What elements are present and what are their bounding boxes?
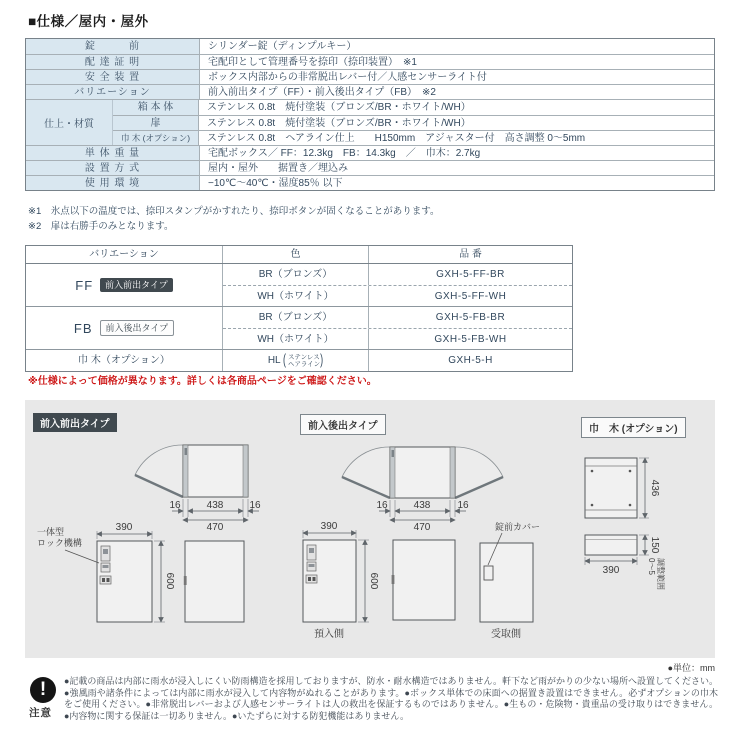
header-part-number: 品 番 — [459, 249, 482, 260]
table-row — [26, 39, 714, 54]
row-value: 前入前出タイプ（FF）・前入後出タイプ（FB） ※2 — [208, 87, 436, 98]
lock-label-line2: ロック機構 — [37, 538, 82, 548]
receive-side-label: 受取側 — [491, 629, 521, 640]
diagram-panel — [25, 400, 715, 658]
dim-390: 390 — [115, 522, 133, 533]
dim-150: 150 — [649, 536, 660, 554]
table-row — [223, 285, 572, 306]
color-cell: BR（ブロンズ） — [223, 307, 369, 328]
dim-390: 390 — [320, 521, 338, 532]
variations-table — [25, 245, 573, 372]
part-number-cell: GXH-5-H — [448, 355, 493, 366]
row-label: 錠 前 — [26, 39, 200, 54]
row-value: 屋内・屋外 据置き／埋込み — [208, 163, 348, 174]
ff-front-view — [37, 522, 175, 622]
dim-436: 436 — [649, 479, 660, 497]
table-row — [26, 145, 714, 160]
part-number-cell: GXH-5-FB-WH — [434, 334, 507, 345]
variation-group-fb — [26, 307, 572, 350]
variation-option-row — [26, 350, 572, 371]
caution-label: 注意 — [29, 707, 52, 719]
color-cell — [223, 350, 369, 371]
material-group-rows — [26, 99, 714, 145]
color-code: HL — [267, 355, 281, 367]
dim-600: 600 — [368, 572, 379, 590]
table-row — [223, 264, 572, 285]
header-variation: バリエーション — [26, 246, 223, 263]
fb-type-badge: 前入後出タイプ — [300, 414, 386, 435]
type-badge-ff: 前入前出タイプ — [100, 278, 173, 292]
dim-16-right: 16 — [457, 500, 469, 511]
dimension-drawings — [25, 400, 715, 658]
ff-side-view — [184, 541, 244, 622]
row-value: ステンレス 0.8t 焼付塗装（ブロンズ/BR・ホワイト/WH） — [207, 118, 471, 129]
dim-470: 470 — [413, 522, 431, 533]
caution-icon: ! — [30, 677, 56, 703]
dim-390: 390 — [602, 565, 620, 576]
deposit-side-label: 預入側 — [314, 629, 344, 640]
lock-cover-label: 錠前カバー — [495, 522, 541, 532]
skirting-views — [585, 458, 666, 590]
dim-600: 600 — [164, 572, 175, 590]
header-color: 色 — [223, 246, 369, 263]
group-label: 仕上・材質 — [26, 100, 113, 145]
adjust-range-value: 0〜5 — [647, 558, 656, 575]
fb-receive-view — [480, 521, 540, 640]
row-value: 宅配ボックス／ FF：12.3kg FB：14.3kg ／ 巾木：2.7kg — [208, 148, 481, 159]
footnote-1: ※1 氷点以下の温度では、捺印スタンプがかすれたり、捺印ボタンが固くなることがあります。 — [28, 206, 440, 217]
paren: ) — [320, 351, 324, 368]
ff-type-badge: 前入前出タイプ — [33, 413, 117, 432]
dim-438: 438 — [413, 500, 431, 511]
variation-code: FF — [75, 277, 94, 293]
table-row — [113, 115, 714, 130]
row-value: ステンレス 0.8t ヘアライン仕上 H150mm アジャスター付 高さ調整 0〜5mm — [207, 133, 586, 144]
dim-438: 438 — [206, 500, 224, 511]
row-value: 宅配印として管理番号を捺印（捺印装置） ※1 — [208, 57, 417, 68]
caution-text: ●記載の商品は内部に雨水が浸入しにくい防雨構造を採用しておりますが、防水・耐水構造ではありません。軒下など雨がかりの少ない場所へ設置してください。●強風雨や諸条件によっては内部に雨水が浸入して内容物がぬれることがあります。●ボックス単体での床面への据置き設置はできません。必ずオプションの巾木をご使用ください。●非常脱出レバーおよび人感センサーライトは人の救出を保証するものではありません。●生もの・危険物・貴重品の受け取りはできません。●内容物に関する保証は一切ありません。●いたずらに対する防犯機能はありません。 — [64, 676, 718, 721]
unit-note: ●単位：mm — [667, 663, 715, 673]
footnote-2: ※2 扉は右勝手のみとなります。 — [28, 221, 174, 232]
ff-top-view — [135, 445, 261, 533]
table-row — [26, 175, 714, 190]
dim-16-left: 16 — [169, 500, 181, 511]
table-row — [26, 160, 714, 175]
variation-group-ff — [26, 264, 572, 307]
table-row — [223, 328, 572, 349]
table-header-row — [26, 246, 572, 264]
table-row — [26, 84, 714, 99]
color-finish-stack: ステンレス ヘアライン — [288, 353, 321, 368]
part-number-cell: GXH-5-FF-BR — [436, 269, 505, 280]
table-row — [26, 69, 714, 84]
row-label: バリエーション — [26, 85, 200, 99]
type-badge-fb: 前入後出タイプ — [100, 320, 175, 336]
fb-top-view — [342, 447, 503, 533]
row-value: −10℃〜40℃・湿度85％ 以下 — [208, 178, 343, 189]
dim-16-right: 16 — [249, 500, 261, 511]
adjust-range-label: 調整範囲 — [656, 558, 665, 590]
dim-16-left: 16 — [376, 500, 388, 511]
row-sublabel: 箱 本 体 — [113, 100, 199, 115]
color-cell: BR（ブロンズ） — [223, 264, 369, 285]
row-value: ステンレス 0.8t 焼付塗装（ブロンズ/BR・ホワイト/WH） — [207, 102, 471, 113]
row-sublabel: 扉 — [113, 116, 199, 130]
variation-code: FB — [73, 320, 93, 336]
part-number-cell: GXH-5-FB-BR — [435, 312, 506, 323]
row-value: ボックス内部からの非常脱出レバー付／人感センサーライト付 — [208, 72, 487, 83]
lock-label-line1: 一体型 — [37, 527, 65, 537]
skirting-badge: 巾 木 (オプション) — [581, 417, 686, 438]
price-note: ※仕様によって価格が異なります。詳しくは各商品ページをご確認ください。 — [28, 376, 377, 387]
table-row — [113, 130, 714, 145]
row-sublabel: 巾 木 (オプション) — [113, 131, 199, 145]
row-label: 設 置 方 式 — [26, 161, 200, 175]
table-row — [223, 307, 572, 328]
table-row — [113, 100, 714, 115]
row-label: 安 全 装 置 — [26, 70, 200, 84]
fb-side-view — [392, 540, 455, 620]
page-title: ■仕様／屋内・屋外 — [28, 14, 149, 29]
paren: ( — [283, 351, 287, 368]
color-cell: WH（ホワイト） — [223, 286, 369, 306]
fb-deposit-view — [303, 521, 379, 640]
row-label: 単 体 重 量 — [26, 146, 200, 160]
row-value: シリンダー錠（ディンプルキー） — [208, 41, 357, 52]
option-label: 巾 木（オプション） — [26, 350, 223, 371]
table-row — [26, 54, 714, 69]
row-label: 配 達 証 明 — [26, 55, 200, 69]
row-label: 使 用 環 境 — [26, 176, 200, 190]
dim-470: 470 — [206, 522, 224, 533]
part-number-cell: GXH-5-FF-WH — [434, 291, 507, 302]
spec-table — [25, 38, 715, 191]
color-cell: WH（ホワイト） — [223, 329, 369, 349]
